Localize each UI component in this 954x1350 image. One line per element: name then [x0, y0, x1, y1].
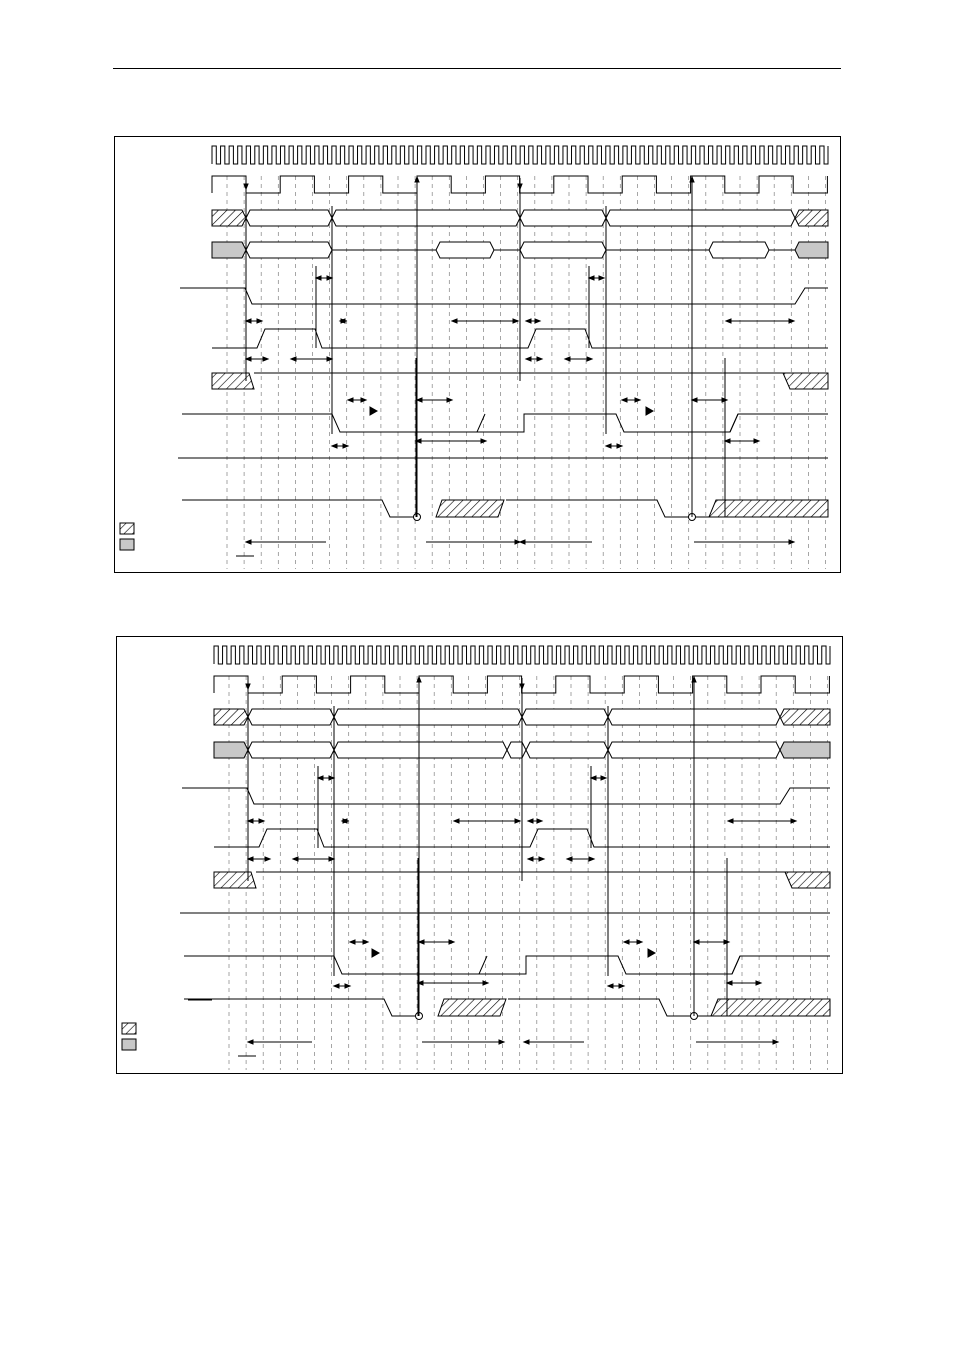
dim-access-2-left — [692, 398, 697, 402]
ready-waveform-2 — [506, 500, 716, 517]
dim-hold-2-left — [591, 776, 596, 780]
dim-access-2-left — [694, 940, 699, 944]
data-bus-grey-start — [214, 742, 248, 758]
dim-width-4-left — [565, 357, 570, 361]
dim-setup-2-right — [535, 319, 540, 323]
timing-svg — [114, 136, 841, 573]
dim-cs-delay-1-right — [343, 444, 348, 448]
dim-width-3-right — [539, 857, 544, 861]
marker-arrow-1 — [246, 684, 250, 689]
clock-waveform — [212, 146, 828, 164]
dim-width-1-left — [246, 357, 251, 361]
dim-setup-1-left — [248, 819, 253, 823]
address-bus-cycle-1 — [248, 709, 334, 725]
dim-recover-2-right — [789, 319, 794, 323]
data-bus-grey-end — [780, 742, 830, 758]
timing-diagram-2 — [116, 636, 843, 1074]
cycle-arrow-4-head — [789, 540, 794, 544]
cycle-arrow-3-head — [524, 1040, 529, 1044]
dim-setup-2-right — [537, 819, 542, 823]
dim-width-2-left — [291, 357, 296, 361]
dim-cs-delay-1-right — [345, 984, 350, 988]
dim-width-4-left — [567, 857, 572, 861]
marker-arrow-2 — [417, 677, 421, 682]
dim-access-1-right — [449, 940, 454, 944]
data-bus-cycle-1 — [248, 742, 334, 758]
cycle-arrow-3-head — [520, 540, 525, 544]
dim-width-1-right — [265, 857, 270, 861]
clock-waveform — [214, 646, 830, 664]
data-bus-cycle-1 — [246, 242, 332, 258]
address-bus-cycle-3 — [520, 210, 606, 226]
timing-svg — [116, 636, 843, 1074]
data-bus-read-2 — [709, 242, 769, 258]
dim-hold-1-right — [327, 276, 332, 280]
dim-width-2-right — [329, 857, 334, 861]
legend-grey-box — [120, 539, 134, 550]
chip-select-release-1 — [459, 414, 485, 432]
dim-recover-2-left — [728, 819, 733, 823]
marker-arrow-1 — [244, 184, 248, 189]
dim-recover-2-left — [726, 319, 731, 323]
dim-setup-2-left — [526, 319, 531, 323]
address-bus-cycle-1 — [246, 210, 332, 226]
dim-data-2-right — [756, 981, 761, 985]
dim-cs-2-right — [635, 398, 640, 402]
dim-recover-1-left — [452, 319, 457, 323]
ready-waveform-2 — [508, 999, 718, 1016]
legend-hatched-box — [122, 1023, 136, 1034]
dim-cs-delay-1-left — [332, 444, 337, 448]
address-bus-hatched-start — [212, 210, 246, 226]
dim-data-1-right — [483, 981, 488, 985]
data-bus-cycle-3 — [520, 242, 606, 258]
dim-data-2-right — [754, 439, 759, 443]
dim-recover-2-right — [791, 819, 796, 823]
dim-data-2-left — [725, 439, 730, 443]
dim-cs-delay-1-left — [334, 984, 339, 988]
bold-arrow-2 — [648, 949, 655, 957]
ready-hatched-2 — [711, 999, 830, 1016]
data-bus-grey-gap — [507, 742, 526, 758]
dim-access-1-right — [447, 398, 452, 402]
cycle-arrow-2-head — [499, 1040, 504, 1044]
dim-cs-2-left — [624, 940, 629, 944]
chip-select-release-1 — [461, 956, 487, 974]
dim-hold-2-left — [589, 276, 594, 280]
header-rule — [113, 68, 841, 69]
chip-select-release-2 — [732, 956, 740, 974]
legend-grey-box — [122, 1039, 136, 1050]
bold-arrow-2 — [646, 407, 653, 415]
control-bus-hatched-end — [783, 373, 828, 389]
ready-hatched-1 — [436, 500, 504, 517]
dim-data-2-left — [727, 981, 732, 985]
dim-cs-delay-2-left — [608, 984, 613, 988]
ready-hatched-2 — [709, 500, 828, 517]
dim-cs-1-right — [363, 940, 368, 944]
dim-access-1-left — [419, 940, 424, 944]
control-bus-hatched-start — [212, 373, 254, 389]
strobe-waveform — [184, 788, 830, 804]
dim-width-1-left — [248, 857, 253, 861]
timing-diagram-1 — [114, 136, 841, 573]
address-bus-cycle-2 — [332, 210, 520, 226]
address-bus-cycle-4 — [606, 210, 795, 226]
dim-setup-2-left — [528, 819, 533, 823]
marker-arrow-3 — [518, 184, 522, 189]
strobe-waveform — [182, 288, 828, 304]
data-bus-read-1 — [436, 242, 494, 258]
dim-access-2-right — [724, 940, 729, 944]
ready-hatched-1 — [438, 999, 506, 1016]
dim-width-3-right — [537, 357, 542, 361]
dim-recover-1-right — [513, 319, 518, 323]
data-bus-cycle-2 — [334, 742, 507, 758]
dim-cs-1-left — [348, 398, 353, 402]
chip-select-release-2 — [730, 414, 738, 432]
dim-width-2-left — [293, 857, 298, 861]
dim-recover-1-right — [515, 819, 520, 823]
address-bus-hatched-end — [780, 709, 830, 725]
control-bus-hatched-start — [214, 872, 256, 888]
dim-cs-1-right — [361, 398, 366, 402]
dim-setup-1-left — [246, 319, 251, 323]
dim-hold-2-right — [599, 276, 604, 280]
bold-arrow-1 — [372, 949, 379, 957]
address-bus-cycle-2 — [334, 709, 522, 725]
data-bus-grey-start — [212, 242, 246, 258]
dim-cs-delay-2-right — [617, 444, 622, 448]
dim-width-3-left — [526, 357, 531, 361]
cycle-arrow-1-head — [246, 540, 251, 544]
dim-cs-1-left — [350, 940, 355, 944]
dim-data-1-right — [481, 439, 486, 443]
dim-access-2-right — [722, 398, 727, 402]
cycle-arrow-1-head — [248, 1040, 253, 1044]
dim-width-1-right — [263, 357, 268, 361]
marker-arrow-3 — [520, 684, 524, 689]
bold-arrow-1 — [370, 407, 377, 415]
dim-recover-1-left — [454, 819, 459, 823]
dim-cs-delay-2-left — [606, 444, 611, 448]
dim-hold-1-left — [316, 276, 321, 280]
dim-cs-2-left — [622, 398, 627, 402]
dim-access-1-left — [417, 398, 422, 402]
dim-cs-2-right — [637, 940, 642, 944]
dim-width-4-right — [587, 357, 592, 361]
address-bus-hatched-start — [214, 709, 248, 725]
dim-cs-delay-2-right — [619, 984, 624, 988]
dim-width-2-right — [327, 357, 332, 361]
data-bus-grey-end — [795, 242, 828, 258]
control-bus-hatched-end — [785, 872, 830, 888]
dim-hold-2-right — [601, 776, 606, 780]
address-bus-hatched-end — [795, 210, 828, 226]
dim-width-4-right — [589, 857, 594, 861]
legend-hatched-box — [120, 523, 134, 534]
marker-arrow-2 — [415, 177, 419, 182]
dim-width-3-left — [528, 857, 533, 861]
cycle-arrow-4-head — [773, 1040, 778, 1044]
dim-hold-1-right — [329, 776, 334, 780]
dim-hold-1-left — [318, 776, 323, 780]
data-bus-cycle-3 — [526, 742, 608, 758]
address-bus-cycle-3 — [522, 709, 608, 725]
